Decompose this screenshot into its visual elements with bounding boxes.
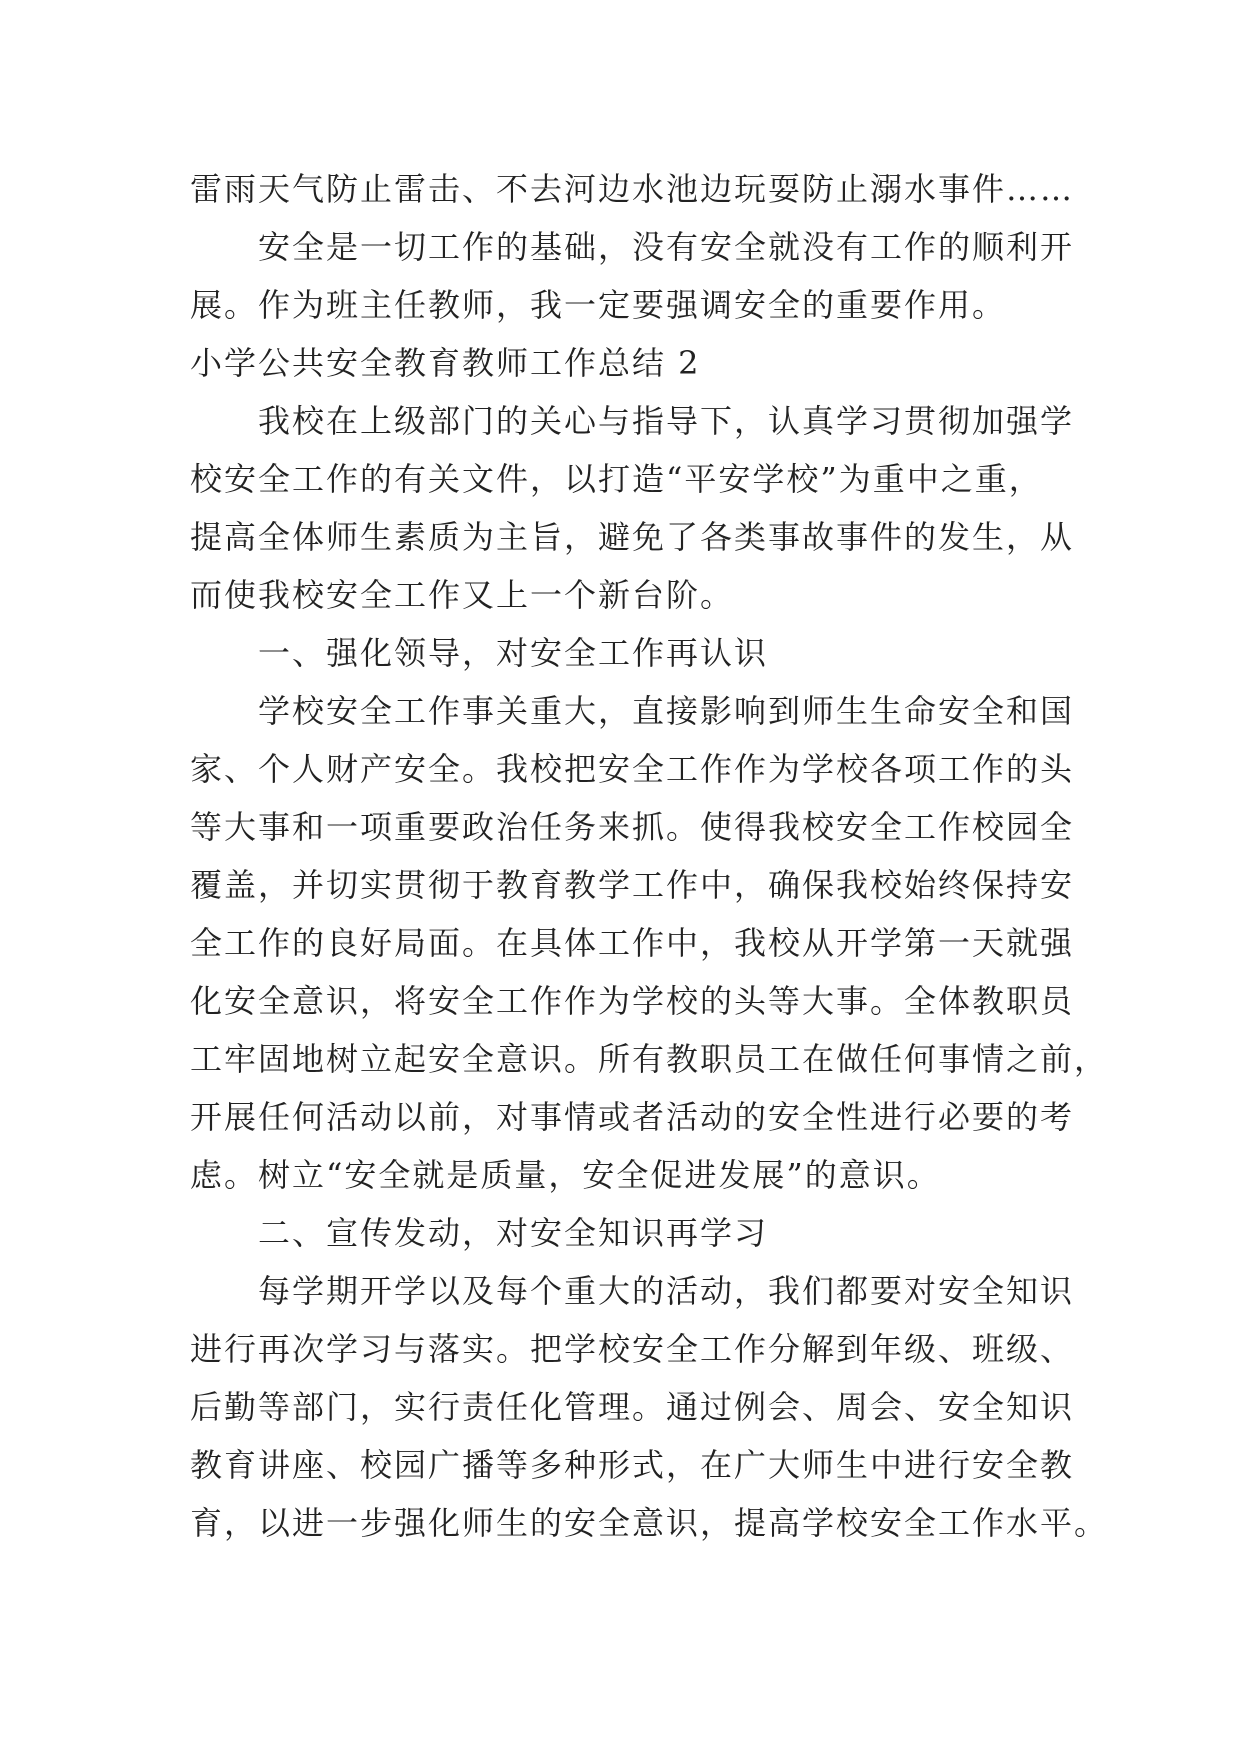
document-line: 二、宣传发动，对安全知识再学习 [258, 1214, 769, 1252]
document-line: 校安全工作的有关文件，以打造“平安学校”为重中之重， [190, 460, 1043, 498]
document-line: 进行再次学习与落实。把学校安全工作分解到年级、班级、 [190, 1330, 1075, 1368]
document-line: 虑。树立“安全就是质量，安全促进发展”的意识。 [190, 1156, 941, 1194]
document-line: 育，以进一步强化师生的安全意识，提高学校安全工作水平。 [190, 1504, 1109, 1542]
document-line: 覆盖，并切实贯彻于教育教学工作中，确保我校始终保持安 [190, 866, 1075, 904]
document-line: 开展任何活动以前，对事情或者活动的安全性进行必要的考 [190, 1098, 1075, 1136]
document-line: 雷雨天气防止雷击、不去河边水池边玩耍防止溺水事件…… [190, 170, 1075, 208]
document-line: 安全是一切工作的基础，没有安全就没有工作的顺利开 [258, 228, 1075, 266]
document-line: 工牢固地树立起安全意识。所有教职员工在做任何事情之前， [190, 1040, 1109, 1078]
document-line: 我校在上级部门的关心与指导下，认真学习贯彻加强学 [258, 402, 1075, 440]
document-line: 学校安全工作事关重大，直接影响到师生生命安全和国 [258, 692, 1075, 730]
document-line: 化安全意识，将安全工作作为学校的头等大事。全体教职员 [190, 982, 1075, 1020]
document-line: 家、个人财产安全。我校把安全工作作为学校各项工作的头 [190, 750, 1075, 788]
document-line: 展。作为班主任教师，我一定要强调安全的重要作用。 [190, 286, 1007, 324]
document-body [190, 160, 1109, 1552]
document-line: 全工作的良好局面。在具体工作中，我校从开学第一天就强 [190, 924, 1075, 962]
document-line: 教育讲座、校园广播等多种形式，在广大师生中进行安全教 [190, 1446, 1075, 1484]
document-line: 小学公共安全教育教师工作总结 2 [190, 344, 701, 382]
document-line: 提高全体师生素质为主旨，避免了各类事故事件的发生，从 [190, 518, 1075, 556]
document-line: 一、强化领导，对安全工作再认识 [258, 634, 769, 672]
document-line: 而使我校安全工作又上一个新台阶。 [190, 576, 735, 614]
document-line: 等大事和一项重要政治任务来抓。使得我校安全工作校园全 [190, 808, 1075, 846]
document-line: 后勤等部门，实行责任化管理。通过例会、周会、安全知识 [190, 1388, 1075, 1426]
document-line: 每学期开学以及每个重大的活动，我们都要对安全知识 [258, 1272, 1075, 1310]
